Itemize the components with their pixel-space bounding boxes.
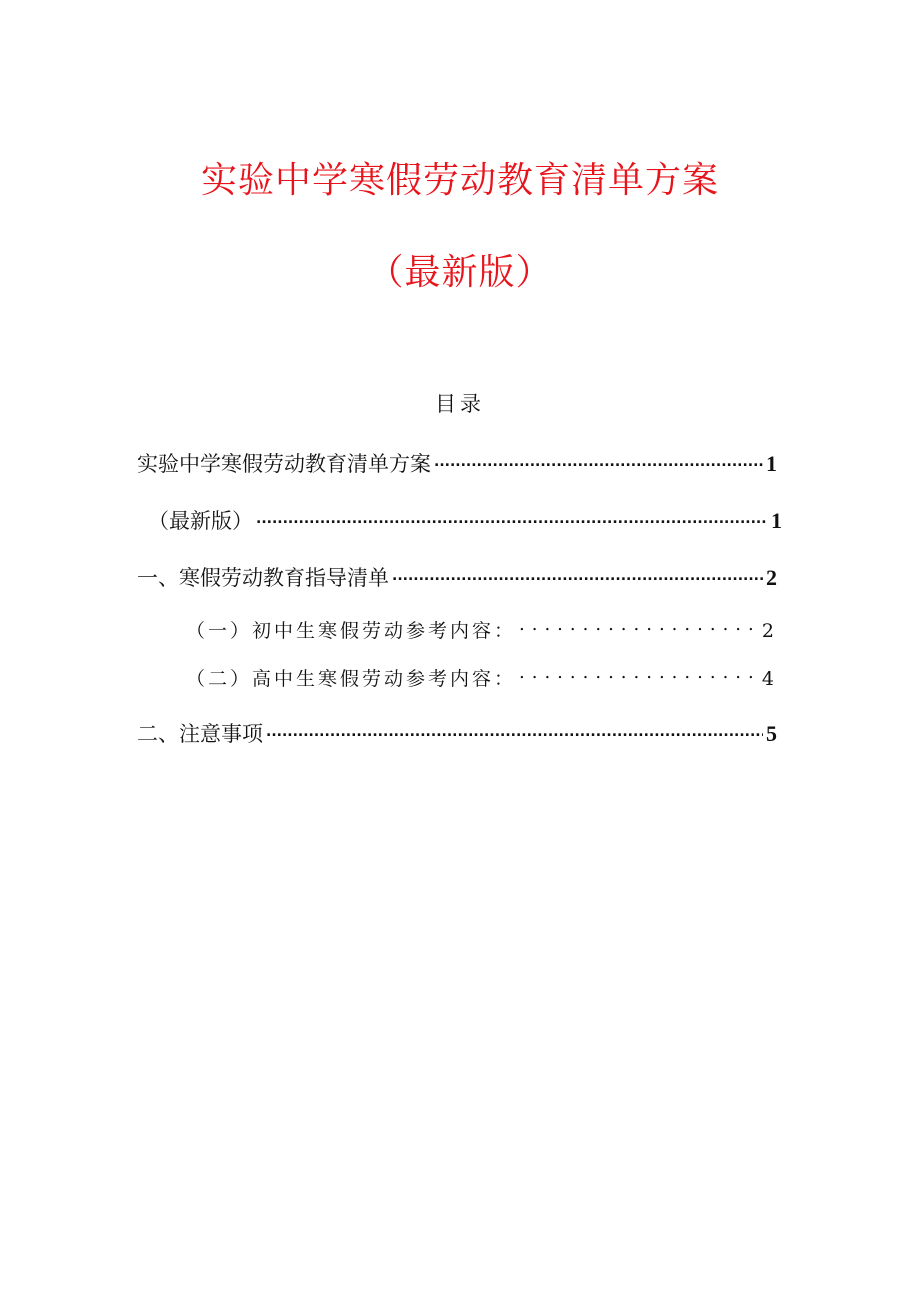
- toc-entry-page: 2: [761, 619, 774, 642]
- toc-dot-leader: [434, 446, 763, 471]
- toc-entry[interactable]: [186, 614, 774, 643]
- toc-dot-leader: [256, 503, 768, 528]
- toc-entry-label: （一）初中生寒假劳动参考内容：: [186, 619, 517, 642]
- toc-entry-page: 1: [771, 508, 782, 534]
- toc-entry[interactable]: [186, 662, 774, 691]
- toc-entry-page: 4: [761, 667, 774, 690]
- toc-dot-leader: [266, 716, 763, 741]
- toc-heading: 目录: [435, 392, 485, 416]
- toc-entry-page: 2: [766, 565, 777, 591]
- toc-entry[interactable]: [137, 560, 777, 592]
- toc-dot-leader: [519, 662, 759, 685]
- document-subtitle: （最新版）: [367, 252, 553, 293]
- toc-entry-label: 二、注意事项: [137, 722, 263, 747]
- toc-entry[interactable]: [148, 503, 782, 535]
- document-title: 实验中学寒假劳动教育清单方案: [200, 160, 719, 201]
- toc-dot-leader: [519, 614, 759, 637]
- toc-dot-leader: [392, 560, 763, 585]
- toc-entry[interactable]: [137, 446, 777, 478]
- toc-entry-label: 一、寒假劳动教育指导清单: [137, 566, 389, 591]
- toc-entry-label: （最新版）: [148, 509, 253, 534]
- toc-entry-label: 实验中学寒假劳动教育清单方案: [137, 452, 431, 477]
- toc-entry-page: 1: [766, 451, 777, 477]
- toc-entry-label: （二）高中生寒假劳动参考内容：: [186, 667, 517, 690]
- toc-entry-page: 5: [766, 721, 777, 747]
- toc-entry[interactable]: [137, 716, 777, 748]
